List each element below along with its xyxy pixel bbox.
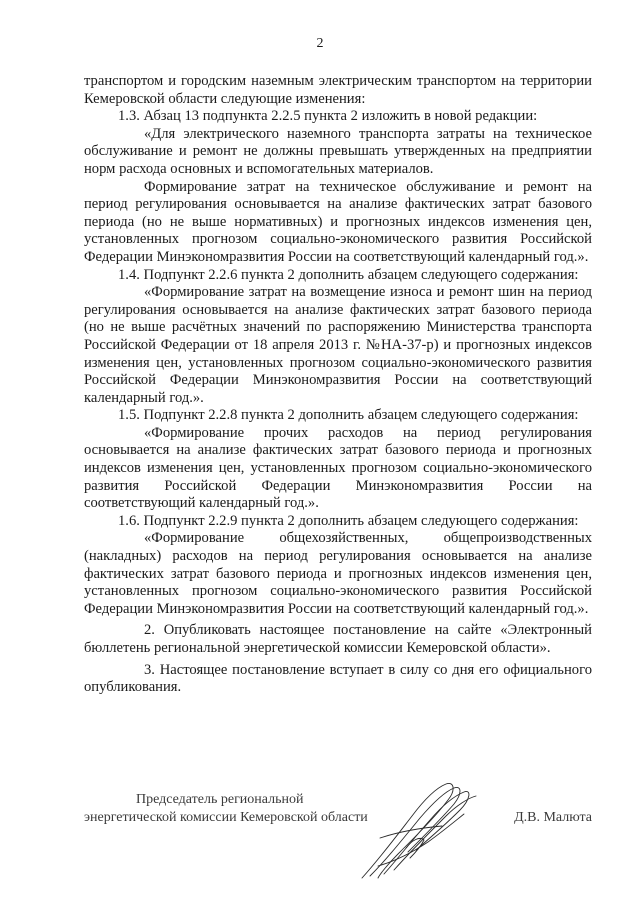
paragraph-1-3-quote: «Для электрического наземного транспорта затраты на техническое обслуживание и ремонт не должны превышать утвержденных на предприятии норм расхода основных и вспомогательных материалов.	[84, 125, 592, 177]
paragraph-1-3-quote-cont: Формирование затрат на техническое обслуживание и ремонт на период регулирования основывается на анализе фактических затрат базового периода (но не выше нормативных) и прогнозных индексов изменения цен, установленных прогнозом социально-экономического развития Российской Федерации Минэкономразвития России на соответствующий календарный год.».	[84, 178, 592, 265]
paragraph-1-5: 1.5. Подпункт 2.2.8 пункта 2 дополнить абзацем следующего содержания:	[118, 407, 579, 424]
signatory-name: Д.В. Малюта	[514, 809, 592, 825]
signature-block	[84, 791, 592, 826]
paragraph-2-publish: 2. Опубликовать настоящее постановление на сайте «Электронный бюллетень региональной энергетической комиссии Кемеровской области».	[84, 622, 592, 656]
handwritten-signature	[350, 778, 490, 886]
signatory-title-line-2: энергетической комиссии Кемеровской области	[84, 809, 368, 825]
paragraph-1-6-quote: «Формирование общехозяйственных, общепроизводственных (накладных) расходов на период регулирования основывается на анализе фактических затрат базового периода и прогнозных индексов изменения цен, установленных прогнозом социально-экономического развития Российской Федерации Минэкономразвития России на соответствующий календарный год.».	[84, 530, 592, 617]
paragraph-1-6: 1.6. Подпункт 2.2.9 пункта 2 дополнить абзацем следующего содержания:	[118, 512, 579, 529]
paragraph-1-4: 1.4. Подпункт 2.2.6 пункта 2 дополнить абзацем следующего содержания:	[118, 266, 579, 283]
paragraph-1-5-quote: «Формирование прочих расходов на период регулирования основывается на анализе фактических затрат базового периода и прогнозных индексов изменения цен, установленных прогнозом социально-экономического развития Российской Федерации Минэкономразвития России на соответствующий календарный год.».	[84, 424, 592, 512]
paragraph-continuation: транспортом и городским наземным электрическим транспортом на территории Кемеровской области следующие изменения:	[84, 73, 592, 107]
paragraph-1-4-quote: «Формирование затрат на возмещение износа и ремонт шин на период регулирования основывается на анализе фактических затрат базового периода (но не выше расчётных значений по распоряжению Министерства транспорта Российской Федерации от 18 апреля 2013 г. №НА-37-р) и прогнозных индексов изменения цен, установленных прогнозом социально-экономического развития Российской Федерации Минэкономразвития России на соответствующий календарный год.».	[84, 284, 592, 406]
page-number: 2	[316, 36, 324, 51]
paragraph-3-effective: 3. Настоящее постановление вступает в силу со дня его официального опубликования.	[84, 661, 592, 696]
paragraph-1-3: 1.3. Абзац 13 подпункта 2.2.5 пункта 2 изложить в новой редакции:	[118, 108, 538, 125]
signatory-title-line-1: Председатель региональной	[136, 792, 304, 807]
document-body	[84, 73, 592, 697]
